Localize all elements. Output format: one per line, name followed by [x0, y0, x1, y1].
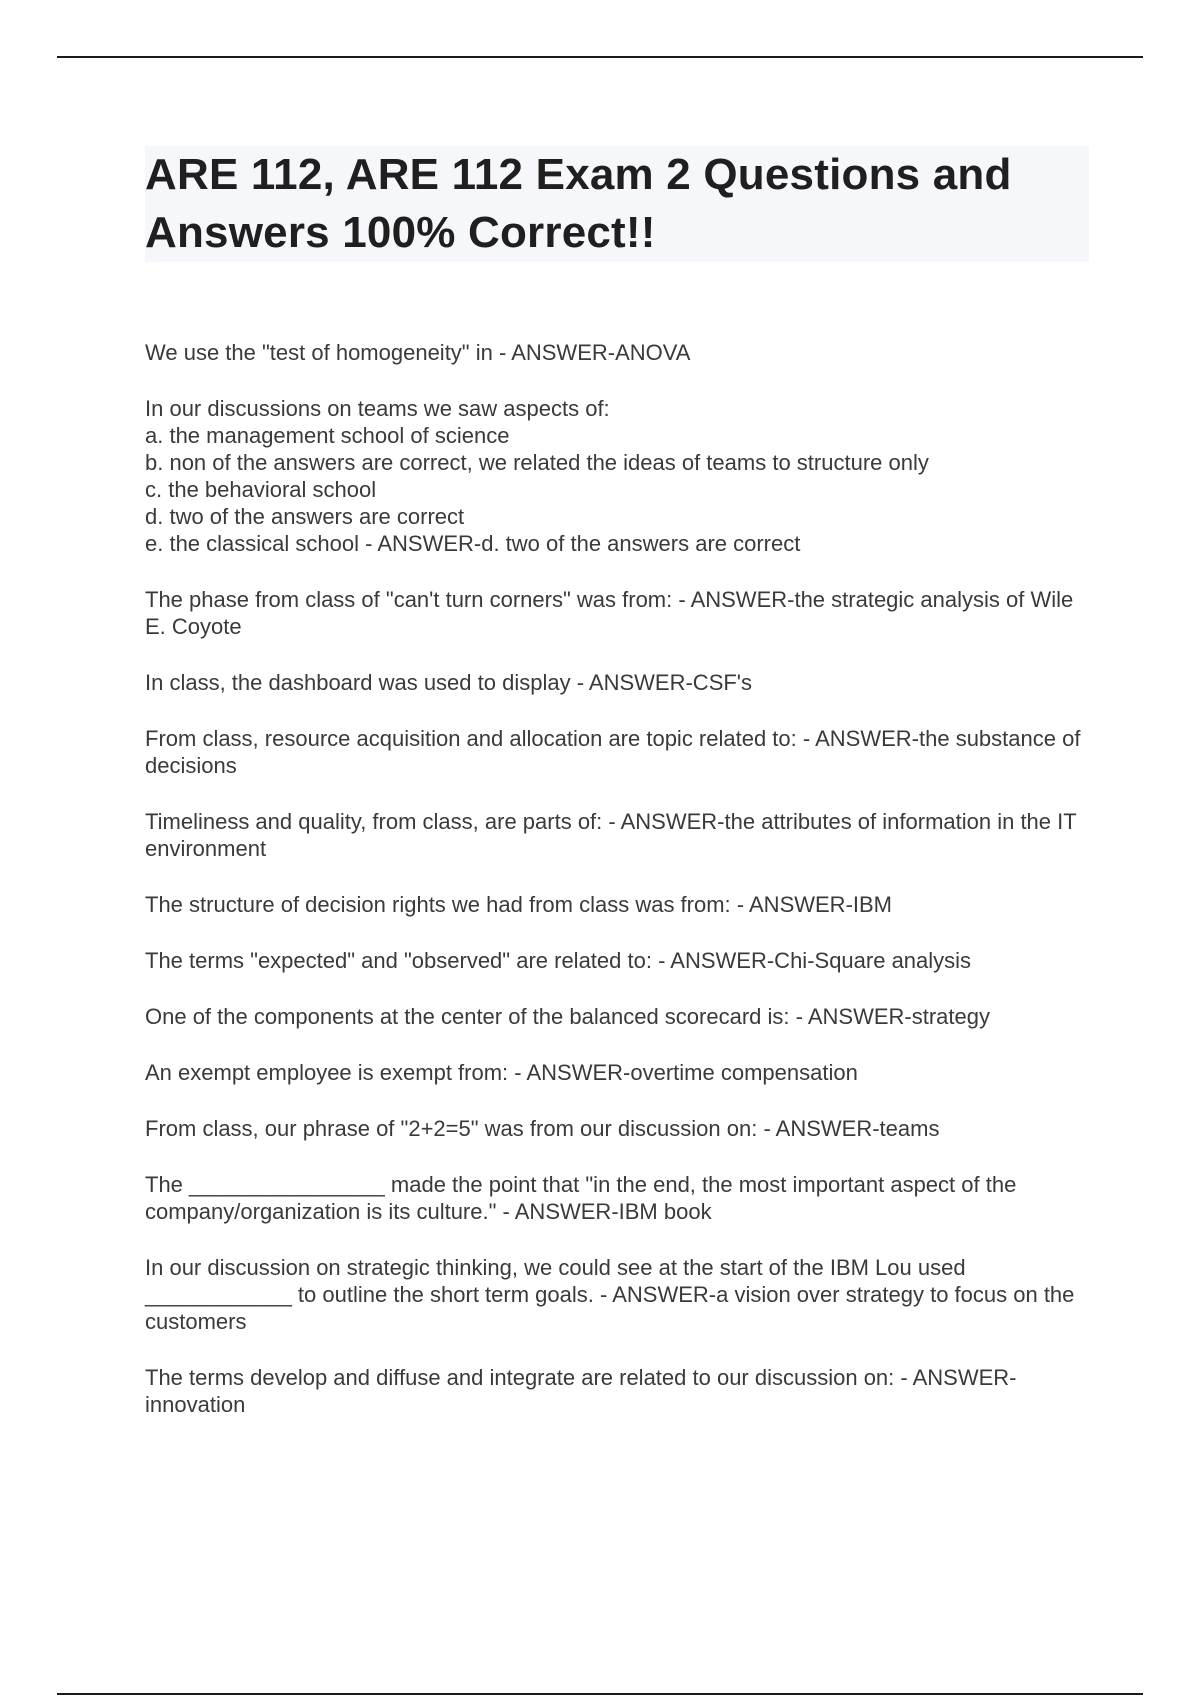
qa-item-5: From class, resource acquisition and allocation are topic related to: - ANSWER-the substance of decisions — [145, 726, 1087, 778]
document-title: ARE 112, ARE 112 Exam 2 Questions and Answers 100% Correct!! — [145, 150, 1012, 257]
qa-item-3: The phase from class of "can't turn corners" was from: - ANSWER-the strategic analysis of Wile E. Coyote — [145, 587, 1080, 639]
qa-item-7: The structure of decision rights we had from class was from: - ANSWER-IBM — [145, 892, 893, 917]
qa-item-14: The terms develop and diffuse and integrate are related to our discussion on: - ANSWER-innovation — [145, 1365, 1017, 1417]
qa-list — [145, 339, 1095, 1447]
qa-item-8: The terms "expected" and "observed" are related to: - ANSWER-Chi-Square analysis — [145, 948, 972, 973]
qa-item-4: In class, the dashboard was used to display - ANSWER-CSF's — [145, 670, 753, 695]
qa-item-1: We use the "test of homogeneity" in - ANSWER-ANOVA — [145, 340, 691, 365]
qa-item-10: An exempt employee is exempt from: - ANSWER-overtime compensation — [145, 1060, 858, 1085]
title-block — [145, 146, 1089, 262]
qa-item-13: In our discussion on strategic thinking, we could see at the start of the IBM Lou used ____________ to outline the short term goals. - ANSWER-a vision over strategy to focus on the customers — [145, 1255, 1081, 1334]
bottom-rule — [57, 1693, 1143, 1695]
qa-item-12: The ________________ made the point that "in the end, the most important aspect of the company/organization is its culture." - ANSWER-IBM book — [145, 1172, 1023, 1224]
qa-item-6: Timeliness and quality, from class, are parts of: - ANSWER-the attributes of information in the IT environment — [145, 809, 1083, 861]
qa-item-9: One of the components at the center of the balanced scorecard is: - ANSWER-strategy — [145, 1004, 990, 1029]
top-rule — [57, 56, 1143, 58]
qa-item-2: In our discussions on teams we saw aspects of: a. the management school of science b. non of the answers are correct, we related the ideas of teams to structure only c. the behavioral school d. two of the answers are correct e. the classical school - ANSWER-d. two of the answers are correct — [145, 396, 929, 556]
qa-item-11: From class, our phrase of "2+2=5" was from our discussion on: - ANSWER-teams — [145, 1116, 940, 1141]
